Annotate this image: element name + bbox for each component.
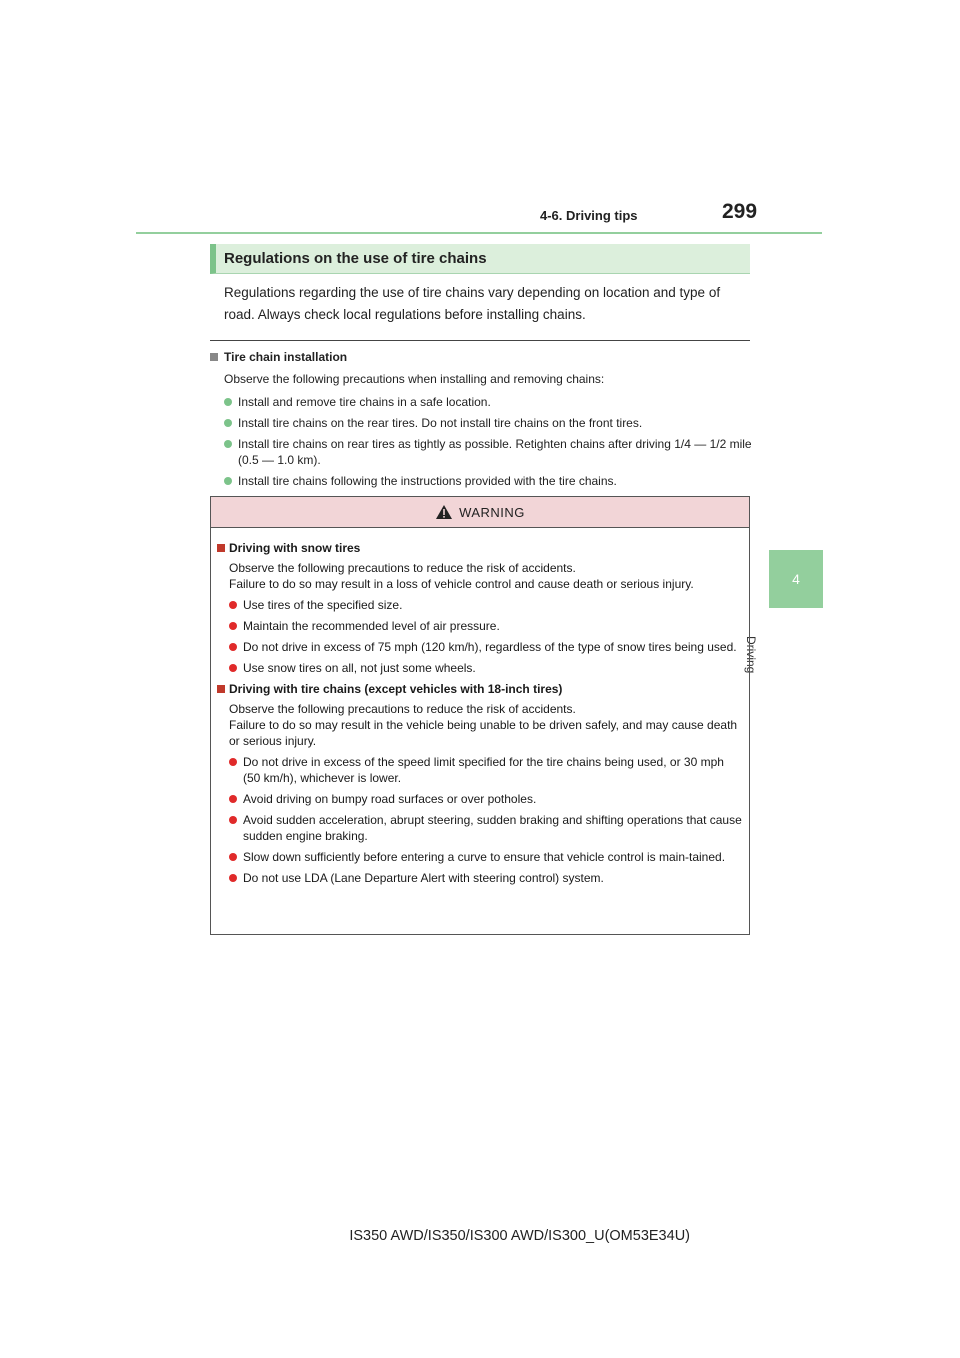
list-item: Install tire chains on the rear tires. Do not install tire chains on the front tires. — [210, 415, 755, 431]
list-item: Maintain the recommended level of air pressure. — [217, 618, 743, 634]
warning-body — [211, 528, 749, 886]
section-divider — [210, 340, 750, 341]
bullet-dot-icon — [224, 419, 232, 427]
installation-title: Tire chain installation — [210, 348, 755, 366]
list-item: Install tire chains following the instructions provided with the tire chains. — [210, 473, 755, 489]
warning-label: WARNING — [459, 504, 525, 520]
list-item: Install and remove tire chains in a safe location. — [210, 394, 755, 410]
warning-box — [210, 496, 750, 935]
bullet-dot-icon — [224, 398, 232, 406]
bullet-dot-icon — [224, 477, 232, 485]
snow-tires-list — [217, 597, 743, 676]
installation-intro: Observe the following precautions when installing and removing chains: — [224, 372, 605, 386]
square-bullet-icon — [217, 685, 225, 693]
installation-block — [210, 348, 755, 494]
bullet-dot-icon — [229, 853, 237, 861]
snow-tires-text: Observe the following precautions to reduce the risk of accidents. Failure to do so may result in a loss of vehicle control and cause death or serious injury. — [229, 561, 694, 591]
warning-header — [211, 497, 749, 528]
chapter-label: Driving — [744, 636, 758, 674]
bullet-dot-icon — [224, 440, 232, 448]
list-item: Do not drive in excess of the speed limit specified for the tire chains being used, or 30 mph (50 km/h), whichever is lower. — [217, 754, 743, 786]
chapter-tab[interactable] — [769, 550, 823, 608]
tire-chains-text: Observe the following precautions to reduce the risk of accidents. Failure to do so may result in the vehicle being unable to be driven safely, and may cause death or serious injury. — [229, 702, 738, 748]
footer-model: IS350 AWD/IS350/IS300 AWD/IS300_U(OM53E34U) — [349, 1228, 690, 1244]
bullet-dot-icon — [229, 874, 237, 882]
bullet-dot-icon — [229, 601, 237, 609]
list-item: Use tires of the specified size. — [217, 597, 743, 613]
page-number: 299 — [722, 200, 758, 223]
square-bullet-icon — [217, 544, 225, 552]
chapter-number: 4 — [792, 571, 800, 587]
bullet-dot-icon — [229, 664, 237, 672]
snow-tires-title: Driving with snow tires — [217, 540, 743, 557]
list-item: Do not use LDA (Lane Departure Alert with steering control) system. — [217, 870, 743, 886]
section-title: 4-6. Driving tips — [540, 208, 638, 223]
tire-chains-list — [217, 754, 743, 886]
bullet-dot-icon — [229, 622, 237, 630]
list-item: Install tire chains on rear tires as tightly as possible. Retighten chains after driving 1/4 — 1/2 mile (0.5 — 1.0 km). — [210, 436, 755, 468]
header-rule — [136, 232, 822, 234]
section-heading: Regulations on the use of tire chains — [210, 244, 750, 274]
page-header — [0, 0, 960, 240]
section-intro: Regulations regarding the use of tire chains vary depending on location and type of road. Always check local regulations before installing chains. — [224, 285, 721, 322]
bullet-dot-icon — [229, 643, 237, 651]
list-item: Use snow tires on all, not just some wheels. — [217, 660, 743, 676]
warning-triangle-icon — [435, 504, 453, 520]
installation-list — [210, 394, 755, 489]
square-bullet-icon — [210, 353, 218, 361]
tire-chains-title: Driving with tire chains (except vehicles with 18-inch tires) — [217, 681, 743, 698]
bullet-dot-icon — [229, 816, 237, 824]
bullet-dot-icon — [229, 758, 237, 766]
list-item: Slow down sufficiently before entering a curve to ensure that vehicle control is main-tained. — [217, 849, 743, 865]
bullet-dot-icon — [229, 795, 237, 803]
list-item: Avoid sudden acceleration, abrupt steering, sudden braking and shifting operations that cause sudden engine braking. — [217, 812, 743, 844]
list-item: Avoid driving on bumpy road surfaces or over potholes. — [217, 791, 743, 807]
list-item: Do not drive in excess of 75 mph (120 km/h), regardless of the type of snow tires being used. — [217, 639, 743, 655]
